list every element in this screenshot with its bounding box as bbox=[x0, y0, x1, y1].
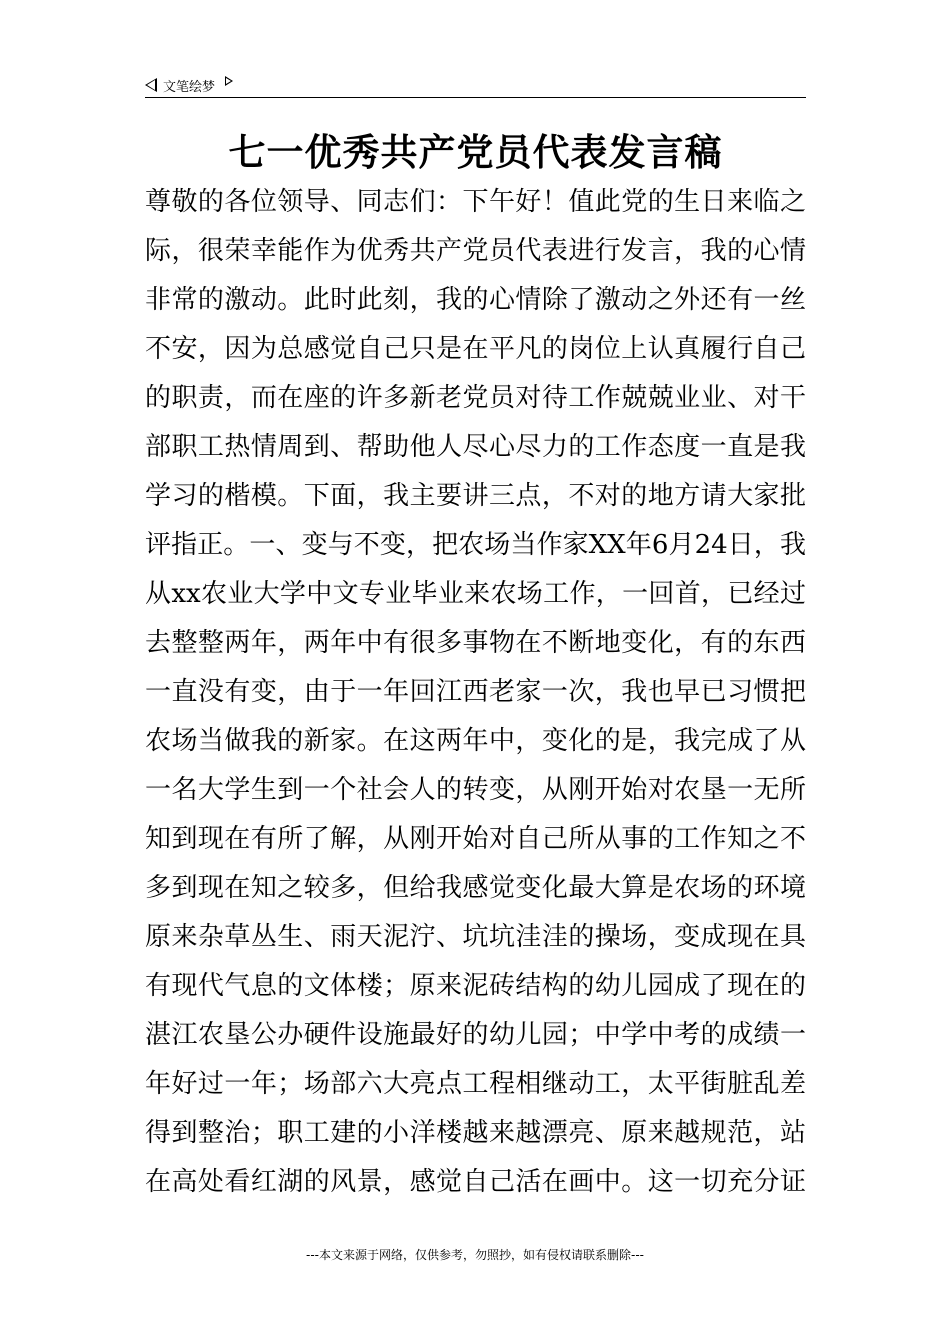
body-line: 在高处看红湖的风景，感觉自己活在画中。这一切充分证 bbox=[145, 1167, 806, 1197]
body-line: 年好过一年；场部六大亮点工程相继动工，太平街脏乱差 bbox=[145, 1069, 806, 1099]
document-title: 七一优秀共产党员代表发言稿 bbox=[228, 130, 723, 174]
body-line: 知到现在有所了解，从刚开始对自己所从事的工作知之不 bbox=[145, 824, 806, 854]
body-line: 一直没有变，由于一年回江西老家一次，我也早已习惯把 bbox=[145, 677, 806, 707]
body-line: 一名大学生到一个社会人的转变，从刚开始对农垦一无所 bbox=[145, 775, 806, 805]
left-triangle-icon bbox=[145, 78, 157, 92]
body-line: 多到现在知之较多，但给我感觉变化最大算是农场的环境 bbox=[145, 873, 806, 903]
body-line: 从xx农业大学中文专业毕业来农场工作，一回首，已经过 bbox=[145, 579, 806, 609]
body-line: 农场当做我的新家。在这两年中，变化的是，我完成了从 bbox=[145, 726, 806, 756]
body-line: 学习的楷模。下面，我主要讲三点，不对的地方请大家批 bbox=[145, 481, 806, 511]
body-line: 得到整治；职工建的小洋楼越来越漂亮、原来越规范，站 bbox=[145, 1118, 806, 1148]
body-line: 尊敬的各位领导、同志们：下午好！值此党的生日来临之 bbox=[145, 187, 806, 217]
body-line: 际，很荣幸能作为优秀共产党员代表进行发言，我的心情 bbox=[145, 236, 806, 266]
body-line: 的职责，而在座的许多新老党员对待工作兢兢业业、对干 bbox=[145, 383, 806, 413]
body-line: 部职工热情周到、帮助他人尽心尽力的工作态度一直是我 bbox=[145, 432, 806, 462]
document-body bbox=[145, 178, 806, 1207]
footer-disclaimer: ---本文来源于网络，仅供参考，勿照抄，如有侵权请联系删除--- bbox=[306, 1248, 644, 1262]
body-line: 非常的激动。此时此刻，我的心情除了激动之外还有一丝 bbox=[145, 285, 806, 315]
header-divider bbox=[145, 97, 806, 98]
page-header bbox=[145, 74, 233, 96]
body-line: 原来杂草丛生、雨天泥泞、坑坑洼洼的操场，变成现在具 bbox=[145, 922, 806, 952]
body-line: 去整整两年，两年中有很多事物在不断地变化，有的东西 bbox=[145, 628, 806, 658]
header-label: 文笔绘梦 bbox=[163, 79, 216, 95]
body-line: 不安，因为总感觉自己只是在平凡的岗位上认真履行自己 bbox=[145, 334, 806, 364]
body-line: 有现代气息的文体楼；原来泥砖结构的幼儿园成了现在的 bbox=[145, 971, 806, 1001]
body-line: 湛江农垦公办硬件设施最好的幼儿园；中学中考的成绩一 bbox=[145, 1020, 806, 1050]
body-line: 评指正。一、变与不变，把农场当作家XX年6月24日，我 bbox=[145, 530, 806, 560]
right-triangle-icon bbox=[225, 76, 233, 86]
